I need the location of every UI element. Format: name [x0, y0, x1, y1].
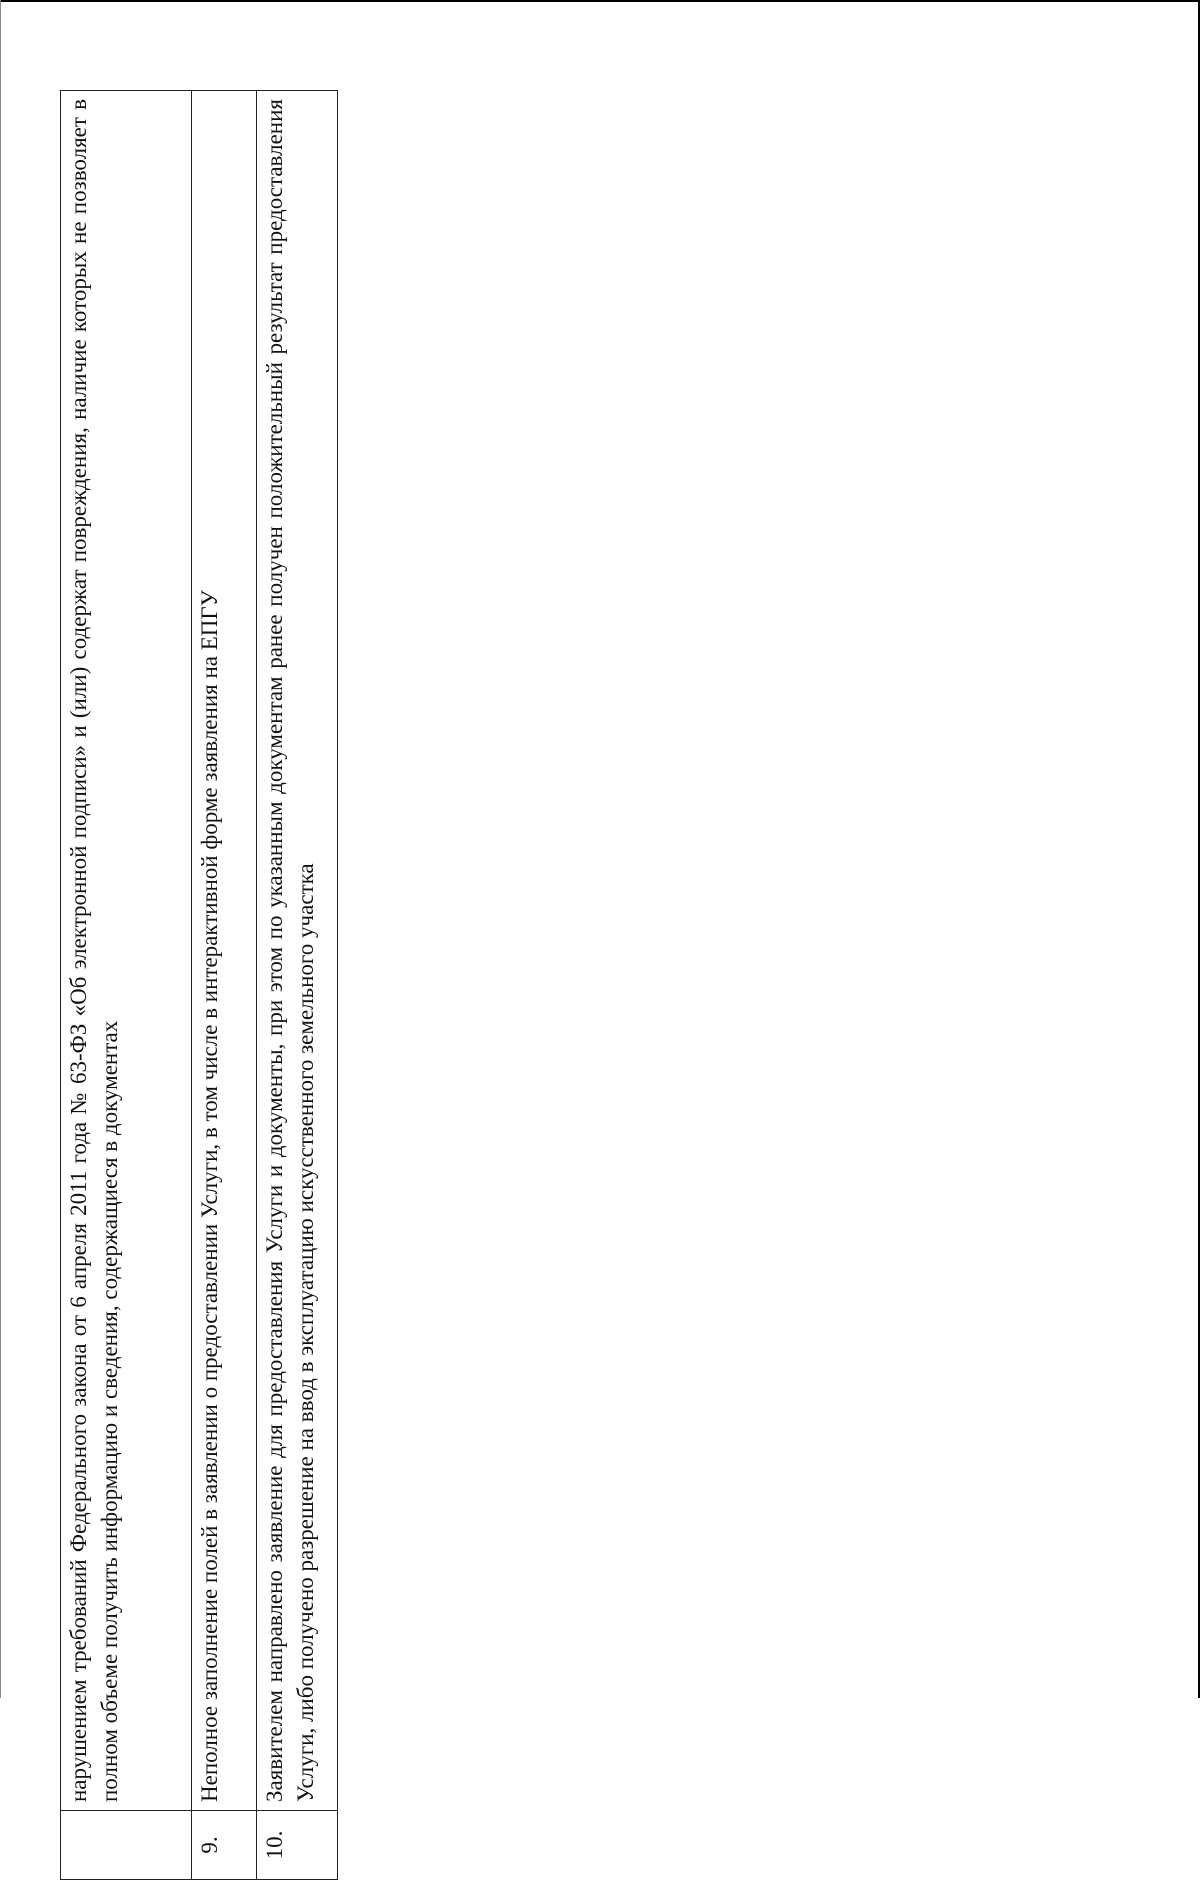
- row-text-cell: нарушением требований Федерального закона от 6 апреля 2011 года № 63-ФЗ «Об электронной подписи» и (или) содержат повреждения, наличие которых не позволяет в полном объеме получить информацию и сведения, содержащиеся в документах: [61, 91, 192, 1811]
- row-text-cell: Заявителем направлено заявление для предоставления Услуги и документы, при этом по указанным документам ранее получен положительный результат предоставления Услуги, либо получено разрешение на ввод в эксплуатацию искусственного земельного участка: [257, 91, 338, 1811]
- requirements-table: [60, 90, 338, 1880]
- row-number-cell: [61, 1811, 192, 1880]
- scan-edge-top: [0, 0, 1200, 2]
- table-row: [61, 91, 192, 1880]
- rotated-table-container: [60, 90, 322, 1880]
- scan-edge-left: [0, 0, 1, 1698]
- row-text-cell: Неполное заполнение полей в заявлении о предоставлении Услуги, в том числе в интерактивной форме заявления на ЕПГУ: [192, 91, 257, 1811]
- table-row: [257, 91, 338, 1880]
- row-number-cell: 9.: [192, 1811, 257, 1880]
- row-number-cell: 10.: [257, 1811, 338, 1880]
- table-row: [192, 91, 257, 1880]
